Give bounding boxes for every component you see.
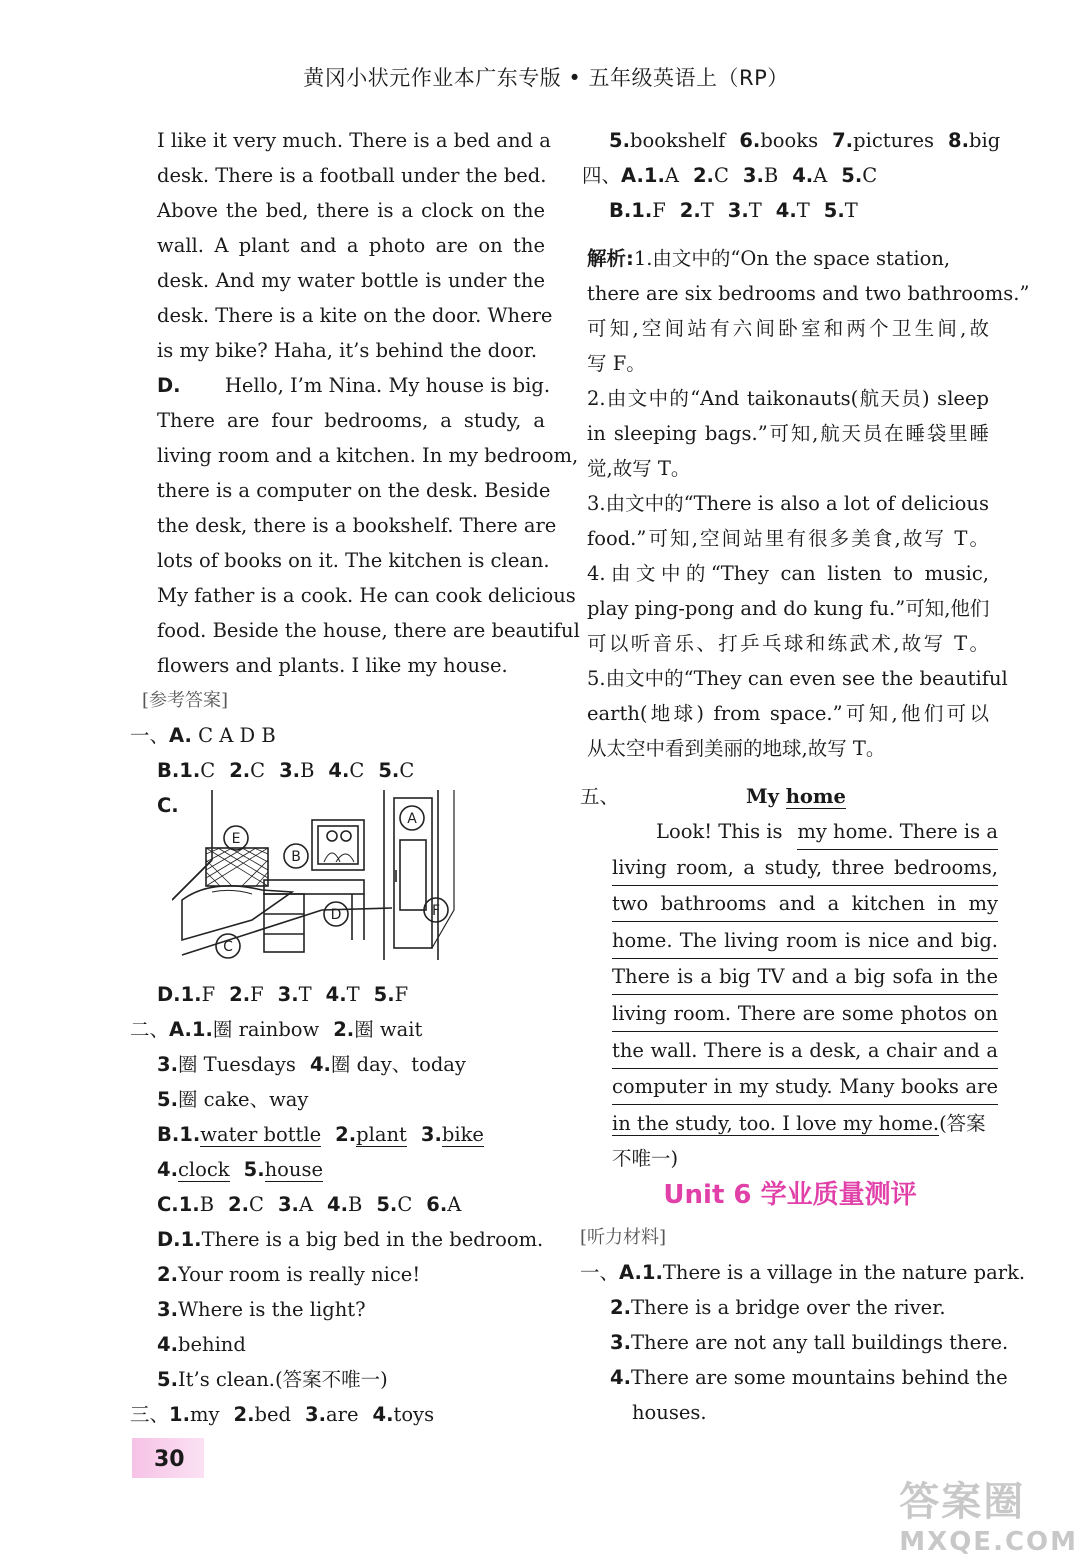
answer-value: C <box>249 1193 264 1216</box>
listening-line <box>580 1255 1026 1290</box>
answer-value: C <box>713 164 729 187</box>
answer-value: T <box>796 199 810 222</box>
item-number: 1. <box>641 1261 663 1284</box>
answer-value: Your room is really nice! <box>177 1263 421 1286</box>
answer-value: It’s clean.(答案不唯一) <box>177 1368 388 1391</box>
analysis-line <box>587 241 989 276</box>
part-label: B. <box>609 199 632 222</box>
answer-value: A <box>664 164 679 187</box>
answer-value: 圈 day、today <box>330 1053 466 1076</box>
item-number: 2. <box>610 1296 631 1319</box>
essay-text: Look! This is <box>656 820 783 843</box>
essay-note: (答案 <box>939 1111 986 1135</box>
answer-value: pictures <box>853 129 934 152</box>
answer-value: house <box>264 1158 324 1181</box>
answer-number: 3. <box>277 983 299 1006</box>
essay-body <box>612 815 998 1178</box>
answer-number: 5. <box>378 759 400 782</box>
unit-title: Unit 6 学业质量测评 <box>663 1180 917 1210</box>
essay-line <box>612 815 998 849</box>
listening-line <box>580 1325 1009 1360</box>
essay-text: my home. There is a <box>797 815 998 850</box>
analysis-line: 2.由文中的“And taikonauts(航天员) sleep <box>587 387 989 410</box>
answer-row <box>130 1257 550 1292</box>
answer-value: books <box>760 129 819 152</box>
answer-number: 7. <box>832 129 854 152</box>
answer-value: toys <box>393 1403 435 1426</box>
answer-number: 3. <box>277 1193 299 1216</box>
answer-number: 3. <box>727 199 749 222</box>
answer-number: 3. <box>157 1053 178 1076</box>
answer-row <box>582 193 1000 228</box>
answer-value: bed <box>254 1403 292 1426</box>
answer-number: 2. <box>679 199 701 222</box>
answer-value: F <box>201 983 216 1006</box>
part-label: B. <box>157 759 180 782</box>
part-label: D. <box>157 1228 181 1251</box>
answer-row <box>130 1397 550 1432</box>
essay-line <box>612 1107 998 1141</box>
answer-value: B <box>300 759 315 782</box>
label-e: E <box>231 831 241 847</box>
answer-value: bike <box>441 1123 484 1146</box>
answer-row <box>130 1012 550 1047</box>
section-number: 一、 <box>130 724 170 747</box>
answer-number: 3. <box>742 164 764 187</box>
item-number: 4. <box>610 1366 631 1389</box>
passage-line: desk. There is a football under the bed. <box>157 164 547 187</box>
label-b: B <box>291 849 301 865</box>
section-number: 三、 <box>130 1403 170 1426</box>
section-number: 五、 <box>580 785 620 808</box>
part-label: A. <box>621 164 644 187</box>
answer-number: 5. <box>841 164 863 187</box>
passage-line: I like it very much. There is a bed and a <box>157 129 551 152</box>
passage-line: There are four bedrooms, a study, a <box>157 409 545 432</box>
essay-title-word: home <box>785 785 846 808</box>
passage-line: Above the bed, there is a clock on the <box>157 199 545 222</box>
essay-note: 不唯一) <box>612 1147 679 1171</box>
analysis-line: 5.由文中的“They can even see the beautiful <box>587 667 1008 690</box>
item-number: 3. <box>610 1331 631 1354</box>
answer-number: 1. <box>631 199 653 222</box>
listening-material-tag: [听力材料] <box>580 1227 667 1248</box>
answer-row <box>130 753 550 788</box>
part-label: A. <box>169 724 192 747</box>
answers-left-lower <box>130 977 550 1432</box>
answer-value: are <box>326 1403 359 1426</box>
passage-line: wall. A plant and a photo are on the <box>157 234 545 257</box>
answer-number: 4. <box>157 1158 178 1181</box>
label-c: C <box>223 939 233 955</box>
analysis-line: play ping-pong and do kung fu.”可知,他们 <box>587 597 990 620</box>
part-label: A. <box>619 1261 642 1284</box>
answer-value: 圈 Tuesdays <box>177 1053 296 1076</box>
answer-value: Where is the light? <box>177 1298 366 1321</box>
essay-line: computer in my study. Many books are <box>612 1070 998 1105</box>
answer-value: C <box>349 759 365 782</box>
answer-number: 3. <box>157 1298 178 1321</box>
essay-line: living room, a study, three bedrooms, <box>612 851 998 886</box>
answer-number: 1. <box>178 1193 200 1216</box>
essay-line: There is a big TV and a big sofa in the <box>612 960 998 995</box>
item-text: There are some mountains behind the <box>630 1366 1008 1389</box>
answer-number: 1. <box>191 1018 213 1041</box>
analysis-line: 4.由文中的“They can listen to music, <box>587 562 989 585</box>
answer-number: 4. <box>775 199 797 222</box>
analysis-line: earth(地球) from space.”可知,他们可以 <box>587 702 989 725</box>
answer-number: 4. <box>309 1053 331 1076</box>
answer-row <box>130 1187 550 1222</box>
answer-number: 2. <box>228 1193 250 1216</box>
essay-line: living room. There are some photos on <box>612 997 998 1032</box>
answer-value: 圈 wait <box>354 1018 423 1041</box>
answer-value: B <box>763 164 779 187</box>
answer-number: 2. <box>229 983 251 1006</box>
passage-line: desk. There is a kite on the door. Where <box>157 304 553 327</box>
part-label: D. <box>157 983 181 1006</box>
answer-number: 2. <box>157 1263 178 1286</box>
passage-d-first <box>157 368 551 403</box>
answer-value: 圈 rainbow <box>212 1018 320 1041</box>
answer-value: C <box>397 1193 413 1216</box>
answer-value: F <box>250 983 264 1006</box>
passage-line: desk. And my water bottle is under the <box>157 269 545 292</box>
label-a: A <box>407 811 417 827</box>
answer-number: 1. <box>180 983 202 1006</box>
answer-number: 1. <box>169 1403 190 1426</box>
answer-number: 3. <box>279 759 301 782</box>
essay-line: home. The living room is nice and big. <box>612 924 998 959</box>
answer-row <box>582 158 1000 193</box>
analysis-line: in sleeping bags.”可知,航天员在睡袋里睡 <box>587 422 989 445</box>
passage-line: flowers and plants. I like my house. <box>157 654 508 677</box>
section-number: 一、 <box>580 1261 620 1284</box>
answer-number: 8. <box>948 129 969 152</box>
answer-number: 6. <box>739 129 761 152</box>
essay-line: the wall. There is a desk, a chair and a <box>612 1034 998 1069</box>
answer-row <box>130 1082 550 1117</box>
item-text: There are not any tall buildings there. <box>630 1331 1009 1354</box>
answer-number: 4. <box>327 1193 349 1216</box>
answer-number: 3. <box>420 1123 442 1146</box>
answer-value: T <box>298 983 312 1006</box>
answer-value: T <box>844 199 858 222</box>
answer-value: T <box>700 199 714 222</box>
answer-number: 5. <box>609 129 630 152</box>
answer-value: B <box>199 1193 215 1216</box>
bedroom-illustration <box>172 790 472 970</box>
answer-number: 4. <box>792 164 814 187</box>
passage-line: Hello, I’m Nina. My house is big. <box>224 374 551 397</box>
answer-value: C A D B <box>198 724 276 747</box>
answer-number: 1. <box>643 164 665 187</box>
reference-answer-tag: [参考答案] <box>142 690 229 711</box>
analysis-block <box>587 241 1030 766</box>
answer-number: 4. <box>328 759 350 782</box>
answer-number: 2. <box>335 1123 357 1146</box>
answer-row <box>130 977 550 1012</box>
answer-number: 4. <box>157 1333 178 1356</box>
answer-row <box>582 123 1000 158</box>
answer-value: behind <box>177 1333 246 1356</box>
answer-number: 5. <box>157 1368 178 1391</box>
listening-line: houses. <box>632 1401 707 1424</box>
passage-line: living room and a kitchen. In my bedroom, <box>157 444 579 467</box>
answer-number: 5. <box>373 983 395 1006</box>
unit-section <box>580 1170 1026 1430</box>
listening-line <box>580 1290 1000 1325</box>
essay-text: in the study, too. I love my home. <box>612 1111 940 1135</box>
answer-row <box>130 1117 550 1152</box>
answer-number: 2. <box>229 759 251 782</box>
answer-value: F <box>652 199 666 222</box>
answer-value: 圈 cake、way <box>177 1088 309 1111</box>
answer-value: There is a big bed in the bedroom. <box>201 1228 544 1251</box>
analysis-line: 可知,空间站有六间卧室和两个卫生间,故 <box>587 317 989 340</box>
analysis-line: there are six bedrooms and two bathrooms.” <box>587 282 1030 305</box>
answer-value: A <box>813 164 828 187</box>
answer-number: 2. <box>233 1403 255 1426</box>
essay-title-row <box>580 779 1000 814</box>
analysis-line: food.”可知,空间站里有很多美食,故写 T。 <box>587 527 989 550</box>
essay-title-word: My <box>746 785 779 808</box>
analysis-line: 写 F。 <box>587 352 646 375</box>
answer-value: C <box>862 164 878 187</box>
item-text: There is a village in the nature park. <box>662 1261 1026 1284</box>
answer-number: 5. <box>823 199 845 222</box>
label-f: F <box>431 903 441 919</box>
answer-value: big <box>968 129 1001 152</box>
answer-value: water bottle <box>200 1123 322 1146</box>
answer-value: B <box>348 1193 363 1216</box>
answer-value: clock <box>177 1158 230 1181</box>
answer-value: A <box>298 1193 314 1216</box>
part-label: C. <box>157 1193 179 1216</box>
analysis-line: 3.由文中的“There is also a lot of delicious <box>587 492 989 515</box>
passage-line: My father is a cook. He can cook delicious <box>157 584 576 607</box>
answer-row <box>130 1362 550 1397</box>
passage-line: there is a computer on the desk. Beside <box>157 479 551 502</box>
answer-number: 5. <box>243 1158 265 1181</box>
answer-row <box>130 1152 550 1187</box>
section-number: 四、 <box>582 164 622 187</box>
answer-value: C <box>200 759 216 782</box>
answer-value: A <box>447 1193 462 1216</box>
answer-value: C <box>399 759 415 782</box>
answer-number: 2. <box>692 164 714 187</box>
answer-number: 6. <box>426 1193 448 1216</box>
watermark-url: MXQE.COM <box>899 1527 1078 1557</box>
page-number: 30 <box>132 1438 204 1478</box>
running-header: 黄冈小状元作业本广东专版 • 五年级英语上（RP） <box>303 66 789 90</box>
essay-section <box>580 779 1000 814</box>
analysis-label: 解析: <box>587 247 634 270</box>
answer-value: T <box>346 983 360 1006</box>
answer-number: 1. <box>179 759 201 782</box>
analysis-line: 觉,故写 T。 <box>587 457 691 480</box>
part-label: B. <box>157 1123 180 1146</box>
part-label: C. <box>157 794 179 817</box>
left-column <box>157 123 580 683</box>
analysis-line: 从太空中看到美丽的地球,故写 T。 <box>587 737 886 760</box>
answer-number: 2. <box>333 1018 355 1041</box>
listening-line <box>580 1360 1008 1395</box>
passage-line: food. Beside the house, there are beautiful <box>157 619 580 642</box>
essay-line: two bathrooms and a kitchen in my <box>612 887 998 922</box>
item-text: There is a bridge over the river. <box>630 1296 946 1319</box>
answer-value: my <box>190 1403 220 1426</box>
answer-value: F <box>394 983 409 1006</box>
right-column <box>582 123 1000 228</box>
watermark-text: 答案圈 <box>899 1479 1026 1525</box>
passage-d-label: D. <box>157 374 181 397</box>
answer-row <box>130 1047 550 1082</box>
answer-number: 1. <box>179 1123 201 1146</box>
passage-line: the desk, there is a bookshelf. There are <box>157 514 557 537</box>
answer-value: plant <box>356 1123 407 1146</box>
answer-number: 3. <box>305 1403 326 1426</box>
answer-number: 4. <box>372 1403 394 1426</box>
section-number: 二、 <box>130 1018 170 1041</box>
answer-row <box>130 1327 550 1362</box>
passage-line: is my bike? Haha, it’s behind the door. <box>157 339 538 362</box>
essay-title <box>746 779 846 814</box>
answer-value: T <box>748 199 762 222</box>
passage-line: lots of books on it. The kitchen is clean. <box>157 549 550 572</box>
answer-row <box>130 1222 550 1257</box>
part-label: A. <box>169 1018 192 1041</box>
answer-row <box>130 1292 550 1327</box>
analysis-line: 可以听音乐、打乒乓球和练武术,故写 T。 <box>587 632 989 655</box>
answer-row <box>130 718 550 753</box>
analysis-text: 1.由文中的“On the space station, <box>633 247 951 270</box>
answer-number: 1. <box>180 1228 202 1251</box>
answer-value: bookshelf <box>629 129 726 152</box>
answer-number: 5. <box>157 1088 178 1111</box>
answer-number: 4. <box>325 983 347 1006</box>
watermark-logo <box>899 1470 1078 1557</box>
label-d: D <box>330 907 342 923</box>
answer-value: C <box>250 759 266 782</box>
answer-number: 5. <box>376 1193 398 1216</box>
